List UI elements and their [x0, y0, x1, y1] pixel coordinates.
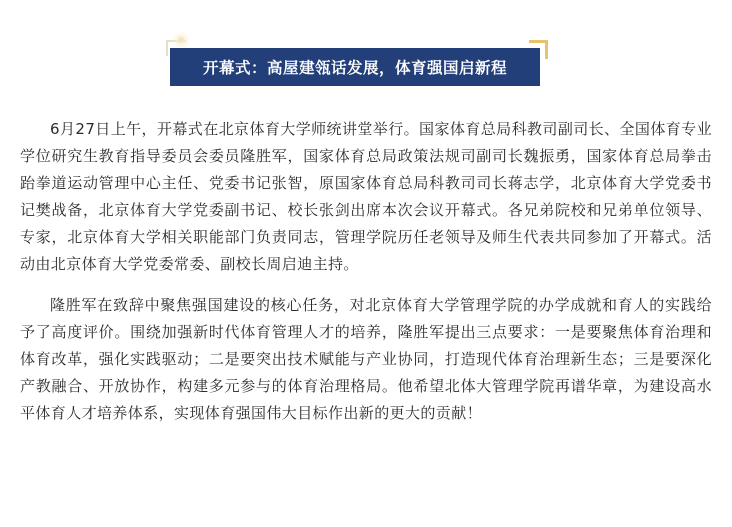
article-body: [20, 116, 712, 427]
title-glow-decoration: [178, 37, 184, 43]
title-bar: [170, 48, 540, 86]
paragraph-opening-ceremony: 6月27日上午，开幕式在北京体育大学师统讲堂举行。国家体育总局科教司副司长、全国体育专业学位研究生教育指导委员会委员隆胜军，国家体育总局政策法规司副司长魏振勇，国家体育总局拳击跆拳道运动管理中心主任、党委书记张智，原国家体育总局科教司司长蒋志学，北京体育大学党委书记樊战备，北京体育大学党委副书记、校长张剑出席本次会议开幕式。各兄弟院校和兄弟单位领导、专家，北京体育大学相关职能部门负责同志，管理学院历任老领导及师生代表共同参加了开幕式。活动由北京体育大学党委常委、副校长周启迪主持。: [20, 120, 712, 273]
section-title: 开幕式：高屋建瓴话发展，体育强国启新程: [202, 59, 507, 77]
paragraph-speech: 隆胜军在致辞中聚焦强国建设的核心任务，对北京体育大学管理学院的办学成就和育人的实践给予了高度评价。围绕加强新时代体育管理人才的培养，隆胜军提出三点要求：一是要聚焦体育治理和体育改革，强化实践驱动；二是要突出技术赋能与产业协同，打造现代体育治理新生态；三是要深化产教融合、开放协作，构建多元参与的体育治理格局。他希望北体大管理学院再谱华章，为建设高水平体育人才培养体系，实现体育强国伟大目标作出新的更大的贡献！: [20, 296, 712, 422]
section-title-banner: [166, 40, 548, 90]
